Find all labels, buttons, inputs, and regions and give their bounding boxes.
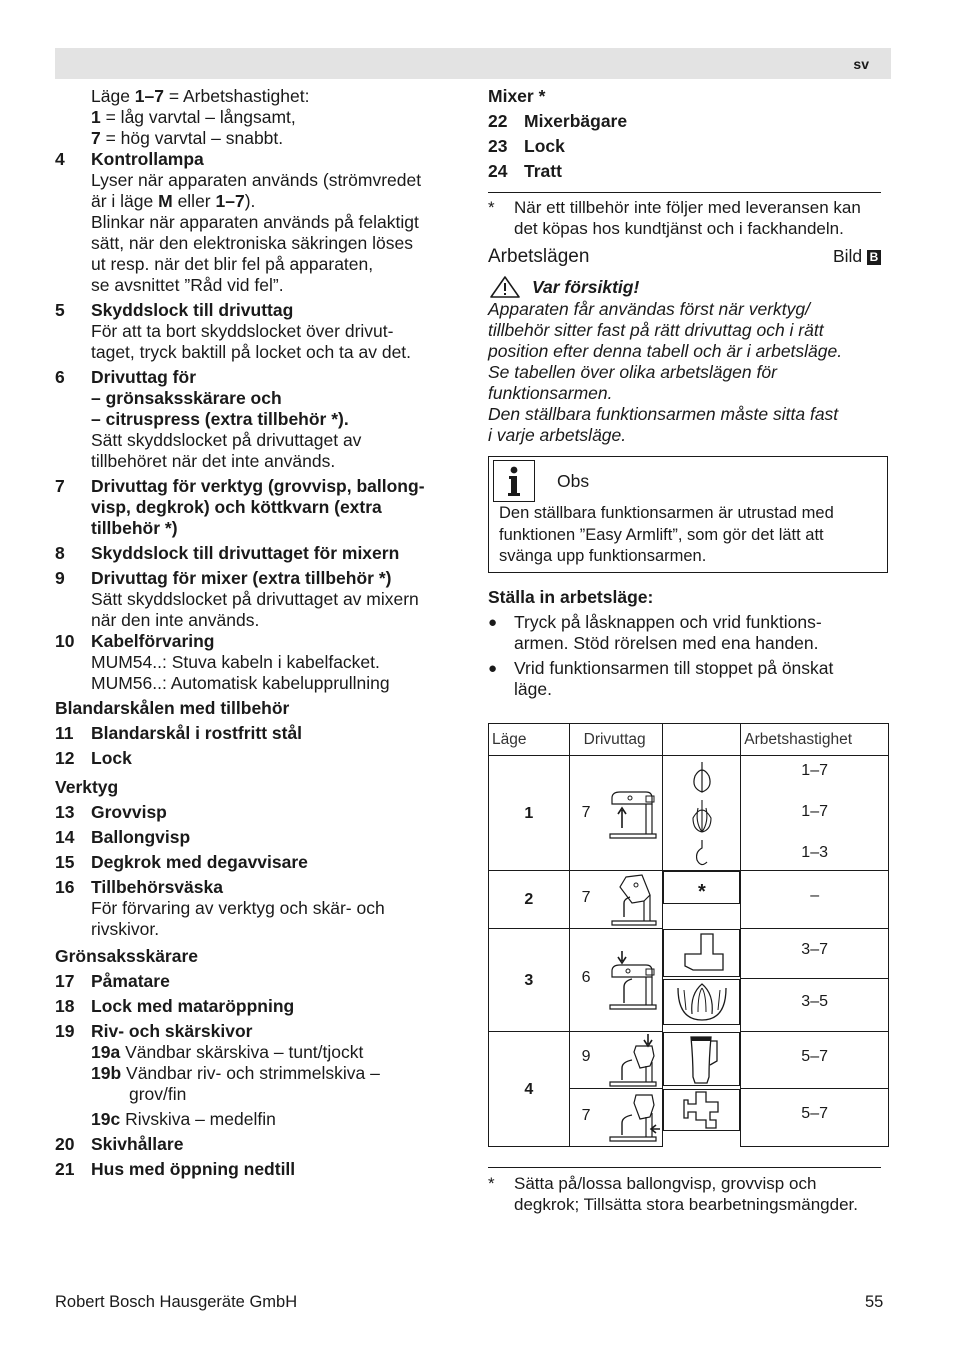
mode-cell: 4 [489, 1032, 570, 1147]
language-code: sv [853, 56, 869, 72]
figure-letter: B [867, 250, 881, 265]
mixer-front-drive-icon [606, 949, 658, 1011]
speed-cell: 3–7 [741, 929, 889, 979]
drive-cell: 6 [569, 929, 663, 1032]
table-row [489, 871, 889, 929]
list-item-20: 20 Skivhållare [55, 1134, 184, 1154]
speed-intro: Läge 1–7 = Arbetshastighet: [91, 86, 310, 106]
speed-low: 1 = låg varvtal – långsamt, [91, 107, 296, 127]
list-item-10: 10 Kabelförvaring MUM54..: Stuva kabeln i kabelfacket. MUM56..: Automatisk kabelupprullning [55, 631, 390, 693]
list-item-15: 15 Degkrok med degavvisare [55, 852, 308, 872]
info-title: Obs [557, 470, 590, 491]
section-tools: Verktyg [55, 777, 119, 797]
section-vegetable: Grönsaksskärare [55, 946, 199, 966]
accessory-note: * När ett tillbehör inte följer med leveransen kan det köpas hos kundtjänst och i fackhandeln. [488, 198, 861, 238]
list-item-6: 6 Drivuttag för – grönsaksskärare och – citruspress (extra tillbehör *). Sätt skyddslocket på drivuttaget av tillbehöret när det inte används. [55, 367, 362, 471]
list-item-7: 7 Drivuttag för verktyg (grovvisp, ballong- visp, degkrok) och köttkvarn (extra tillbehör *) [55, 476, 425, 538]
mixer-arm-up-icon [606, 873, 658, 927]
bullet-2: ● Vrid funktionsarmen till stoppet på önskat läge. [488, 657, 834, 699]
speed-cell: 5–7 [741, 1032, 889, 1089]
left-column [55, 86, 460, 1180]
speed-cell: 3–5 [741, 979, 889, 1032]
drive-cell: 7 [569, 1089, 663, 1147]
list-item-16: 16 Tillbehörsväska För förvaring av verktyg och skär- och rivskivor. [55, 877, 385, 939]
warning-row: Var försiktig! [488, 275, 891, 299]
settings-title: Ställa in arbetsläge: [488, 586, 654, 607]
footer-company: Robert Bosch Hausgeräte GmbH [55, 1293, 298, 1311]
list-item-11: 11 Blandarskål i rostfritt stål [55, 723, 303, 743]
list-item-17: 17 Påmatare [55, 971, 170, 991]
meat-mincer-icon [680, 1090, 724, 1130]
mode-cell: 3 [489, 929, 570, 1032]
page-number: 55 [865, 1293, 884, 1311]
warning-text: Apparaten får användas först när verktyg/ tillbehör sitter fast på rätt drivuttag och i rätt position efter denna tabell och är i arbetsläge. Se tabellen över olika arbetslägen för funktionsarmen. Den ställbara funktionsarmen måste sitta fast i varje arbetsläge. [488, 299, 843, 445]
modes-table [488, 723, 889, 1147]
mixer-side-drive-icon [606, 1091, 660, 1145]
table-header-row [489, 724, 889, 756]
tool-cell [663, 756, 741, 871]
list-item-8: 8 Skyddslock till drivuttaget för mixern [55, 543, 400, 563]
header-mode: Läge [489, 724, 570, 756]
list-item-5: 5 Skyddslock till drivuttag För att ta bort skyddslocket över drivut- taget, tryck baktill på locket och ta av det. [55, 300, 412, 362]
vegetable-slicer-icon [679, 930, 725, 976]
info-box: Obs Den ställbara funktionsarmen är utrustad med funktionen ”Easy Armlift”, som gör det lätt att svänga upp funktionsarmen. [488, 456, 888, 573]
divider [488, 192, 881, 193]
tool-cell: * [663, 871, 740, 904]
list-item-23: 23 Lock [488, 136, 565, 156]
table-row [489, 756, 889, 871]
list-item-12: 12 Lock [55, 748, 132, 768]
list-item-4: 4 Kontrollampa Lyser när apparaten används (strömvredet är i läge M eller 1–7). Blinkar när apparaten används på felaktigt sätt, när den elektroniska säkringen löses ut resp. när det blir fel på apparaten, se avsnittet ”Råd vid fel”. [55, 149, 422, 295]
right-column [488, 86, 891, 700]
list-item-22: 22 Mixerbägare [488, 111, 628, 131]
list-item-13: 13 Grovvisp [55, 802, 167, 822]
whisk-tools-icon [687, 760, 717, 868]
bottom-note: * Sätta på/lossa ballongvisp, grovvisp och degkrok; Tillsätta stora bearbetningsmängder. [488, 1174, 858, 1214]
table-row [489, 929, 889, 979]
figure-ref: Bild B [833, 246, 881, 267]
list-item-21: 21 Hus med öppning nedtill [55, 1159, 296, 1179]
section-heading [488, 246, 881, 267]
header-drive: Drivuttag [569, 724, 663, 756]
citrus-press-icon [674, 980, 730, 1024]
bullet-1: ● Tryck på låsknappen och vrid funktions- armen. Stöd rörelsen med ena handen. [488, 611, 822, 653]
list-item-19c: 19c Rivskiva – medelfin [91, 1109, 276, 1129]
speed-cell: 1–7 1–7 1–3 [741, 756, 889, 871]
list-item-19a: 19a Vändbar skärskiva – tunt/tjockt [91, 1042, 364, 1062]
tool-cell [663, 929, 740, 977]
heading-text: Arbetslägen [488, 246, 590, 267]
mode-cell: 2 [489, 871, 570, 929]
section-bowl: Blandarskålen med tillbehör [55, 698, 290, 718]
speed-cell: – [741, 871, 889, 929]
warning-triangle-icon [488, 275, 522, 299]
bottom-divider [488, 1167, 881, 1168]
list-item-19b: 19b Vändbar riv- och strimmelskiva – grov/fin [91, 1063, 380, 1104]
tool-cell [663, 1089, 740, 1131]
list-item-19: 19 Riv- och skärskivor [55, 1021, 253, 1041]
mode-cell: 1 [489, 756, 570, 871]
table-row [489, 1032, 889, 1089]
list-item-9: 9 Drivuttag för mixer (extra tillbehör *) Sätt skyddslocket på drivuttaget av mixern när den inte används. [55, 568, 419, 630]
list-item-24: 24 Tratt [488, 161, 562, 181]
info-icon [493, 460, 535, 502]
tool-cell [663, 1032, 740, 1086]
speed-high: 7 = hög varvtal – snabbt. [91, 128, 284, 148]
blender-jug-icon [685, 1033, 719, 1085]
drive-cell: 7 [569, 871, 663, 929]
tool-cell [663, 979, 740, 1025]
drive-cell: 7 [569, 756, 663, 871]
mixer-heading: Mixer * [488, 86, 546, 106]
list-item-18: 18 Lock med mataröppning [55, 996, 295, 1016]
mixer-top-drive-icon [606, 1032, 658, 1088]
speed-cell: 5–7 [741, 1089, 889, 1147]
header-speed: Arbetshastighet [741, 724, 889, 756]
header-bar [55, 48, 891, 79]
mixer-arm-down-icon [606, 788, 658, 840]
header-tool [663, 724, 741, 756]
drive-cell: 9 [569, 1032, 663, 1089]
list-item-14: 14 Ballongvisp [55, 827, 191, 847]
